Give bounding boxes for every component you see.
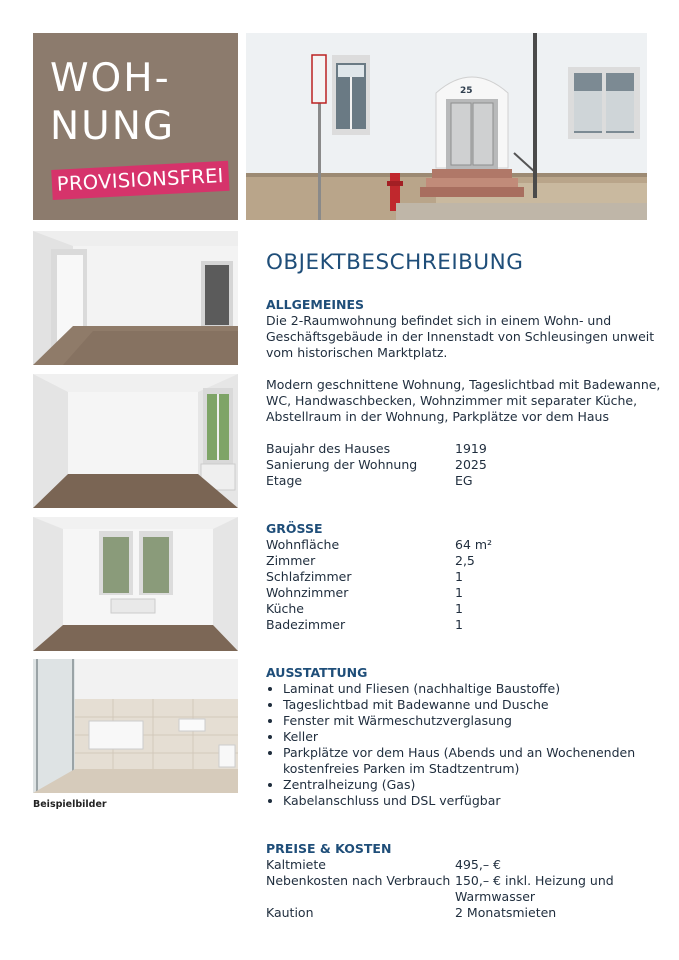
section-heading-preise: PREISE & KOSTEN [266, 841, 392, 856]
photo-room-3 [33, 517, 238, 651]
section-heading-allgemeines: ALLGEMEINES [266, 297, 365, 312]
photo-room-1 [33, 231, 238, 365]
size-label: Zimmer [266, 553, 316, 568]
size-value: 2,5 [455, 553, 475, 568]
fact-value: EG [455, 473, 473, 488]
fact-row [266, 473, 661, 489]
size-row [266, 553, 661, 569]
intro-paragraph: Die 2-Raumwohnung befindet sich in einem Wohn- und Geschäftsgebäude in der Innenstadt von Schleusingen unweit vom historischen Marktplatz. [266, 313, 655, 360]
section-heading-ausstattung: AUSSTATTUNG [266, 665, 368, 680]
fact-value: 2025 [455, 457, 487, 472]
size-label: Badezimmer [266, 617, 346, 632]
provisionsfrei-badge: PROVISIONSFREI [51, 161, 229, 200]
size-label: Schlafzimmer [266, 569, 352, 584]
list-item: • Keller [283, 729, 661, 745]
section-heading-groesse: GRÖSSE [266, 521, 323, 536]
price-value: 2 Monatsmieten [455, 905, 557, 920]
house-number-text: 25 [460, 86, 473, 96]
size-label: Wohnfläche [266, 537, 340, 552]
list-item: • Laminat und Fliesen (nachhaltige Baustoffe) [283, 681, 661, 697]
size-row [266, 537, 661, 553]
fact-row [266, 441, 661, 457]
price-label: Kaution [266, 905, 314, 920]
price-label: Nebenkosten nach Verbrauch [266, 873, 451, 888]
list-item: • Zentralheizung (Gas) [283, 777, 661, 793]
equipment-list [266, 681, 661, 809]
photo-bathroom [33, 659, 238, 793]
fact-label: Baujahr des Hauses [266, 441, 391, 456]
price-label: Kaltmiete [266, 857, 326, 872]
photo-caption: Beispielbilder [33, 799, 107, 810]
fact-label: Sanierung der Wohnung [266, 457, 418, 472]
size-row [266, 569, 661, 585]
hero-title: WOH- NUNG [50, 56, 176, 149]
size-row [266, 617, 661, 633]
fact-value: 1919 [455, 441, 487, 456]
size-value: 1 [455, 617, 463, 632]
list-item: • Parkplätze vor dem Haus (Abends und an Wochenenden kostenfreies Parken im Stadtzentrum) [283, 745, 661, 777]
photo-room-2 [33, 374, 238, 508]
price-row [266, 905, 661, 921]
fact-label: Etage [266, 473, 303, 488]
size-value: 64 m² [455, 537, 493, 552]
size-value: 1 [455, 601, 463, 616]
size-row [266, 601, 661, 617]
size-row [266, 585, 661, 601]
features-paragraph: Modern geschnittene Wohnung, Tageslichtbad mit Badewanne, WC, Handwaschbecken, Wohnzimmer mit separater Küche, Abstellraum in der Wohnung, Parkplätze vor dem Haus [266, 377, 661, 424]
list-item: • Tageslichtbad mit Badewanne und Dusche [283, 697, 661, 713]
house-exterior-photo [246, 33, 647, 220]
price-row [266, 873, 661, 905]
list-item: • Fenster mit Wärmeschutzverglasung [283, 713, 661, 729]
size-value: 1 [455, 585, 463, 600]
size-value: 1 [455, 569, 463, 584]
price-value: 150,– € inkl. Heizung und Warmwasser [455, 873, 614, 904]
hero-box [33, 33, 238, 220]
size-label: Wohnzimmer [266, 585, 349, 600]
page-title: OBJEKTBESCHREIBUNG [266, 250, 524, 275]
list-item: • Kabelanschluss und DSL verfügbar [283, 793, 661, 809]
price-value: 495,– € [455, 857, 502, 872]
description-column [266, 250, 661, 921]
size-label: Küche [266, 601, 304, 616]
fact-row [266, 457, 661, 473]
price-row [266, 857, 661, 873]
